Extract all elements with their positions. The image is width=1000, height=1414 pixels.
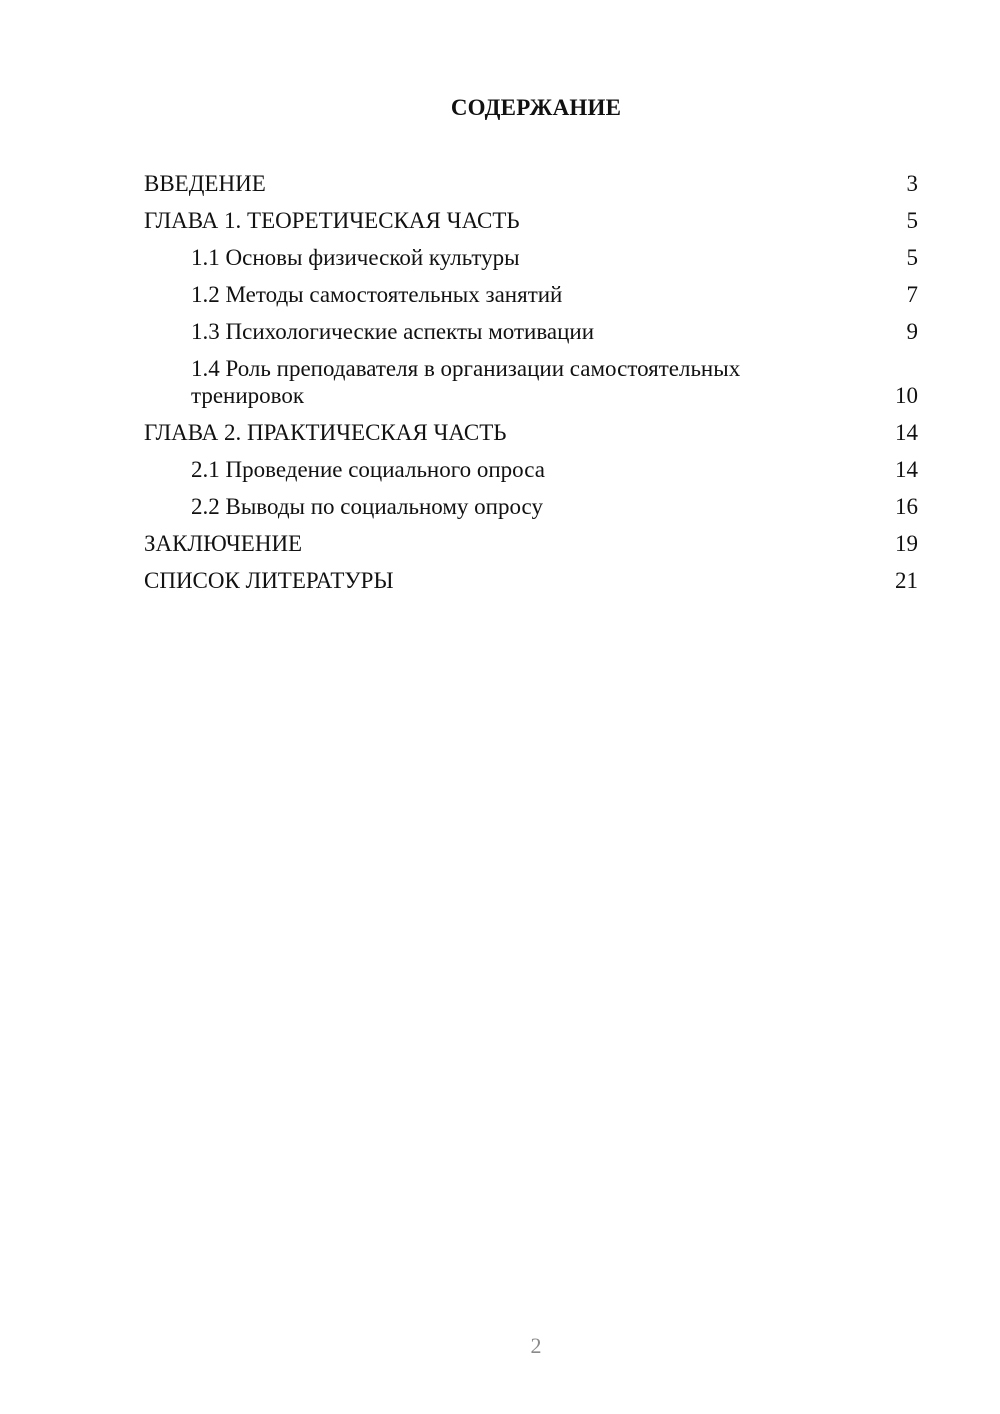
toc-entry-section-1-1[interactable] [144,244,918,271]
toc-entry-title: СПИСОК ЛИТЕРАТУРЫ [144,568,394,593]
toc-entry-page: 5 [906,208,918,233]
toc-entry-section-1-3[interactable] [144,318,918,345]
toc-entry-conclusion[interactable] [144,530,918,557]
toc-entry-section-2-1[interactable] [144,456,918,483]
toc-entry-title: ЗАКЛЮЧЕНИЕ [144,531,303,556]
toc-entry-title: 1.1 Основы физической культуры [191,245,520,270]
toc-entry-title: ГЛАВА 2. ПРАКТИЧЕСКАЯ ЧАСТЬ [144,420,507,445]
toc-entry-chapter-2[interactable] [144,419,918,446]
toc-entry-section-1-4[interactable] [144,355,918,409]
toc-entry-page: 14 [895,457,918,482]
toc-entry-section-1-2[interactable] [144,281,918,308]
toc-entry-page: 9 [906,319,918,344]
toc-entry-title: 2.1 Проведение социального опроса [191,457,545,482]
toc-entry-page: 16 [895,494,918,519]
toc-entry-section-2-2[interactable] [144,493,918,520]
toc-entry-introduction[interactable] [144,170,918,197]
table-of-contents [144,170,918,604]
page-number: 2 [530,1333,542,1358]
toc-entry-references[interactable] [144,567,918,594]
toc-entry-title: 1.3 Психологические аспекты мотивации [191,319,595,344]
toc-entry-title: ГЛАВА 1. ТЕОРЕТИЧЕСКАЯ ЧАСТЬ [144,208,520,233]
toc-entry-title: 1.2 Методы самостоятельных занятий [191,282,563,307]
toc-entry-page: 10 [895,383,918,408]
toc-entry-title: 2.2 Выводы по социальному опросу [191,494,543,519]
toc-entry-page: 21 [895,568,918,593]
toc-entry-chapter-1[interactable] [144,207,918,234]
toc-entry-title: ВВЕДЕНИЕ [144,171,266,196]
page-title: СОДЕРЖАНИЕ [450,95,622,120]
toc-entry-page: 5 [906,245,918,270]
toc-entry-page: 19 [895,531,918,556]
toc-entry-title: 1.4 Роль преподавателя в организации самостоятельных тренировок [191,356,741,408]
toc-entry-page: 7 [906,282,918,307]
toc-entry-page: 3 [906,171,918,196]
toc-entry-page: 14 [895,420,918,445]
